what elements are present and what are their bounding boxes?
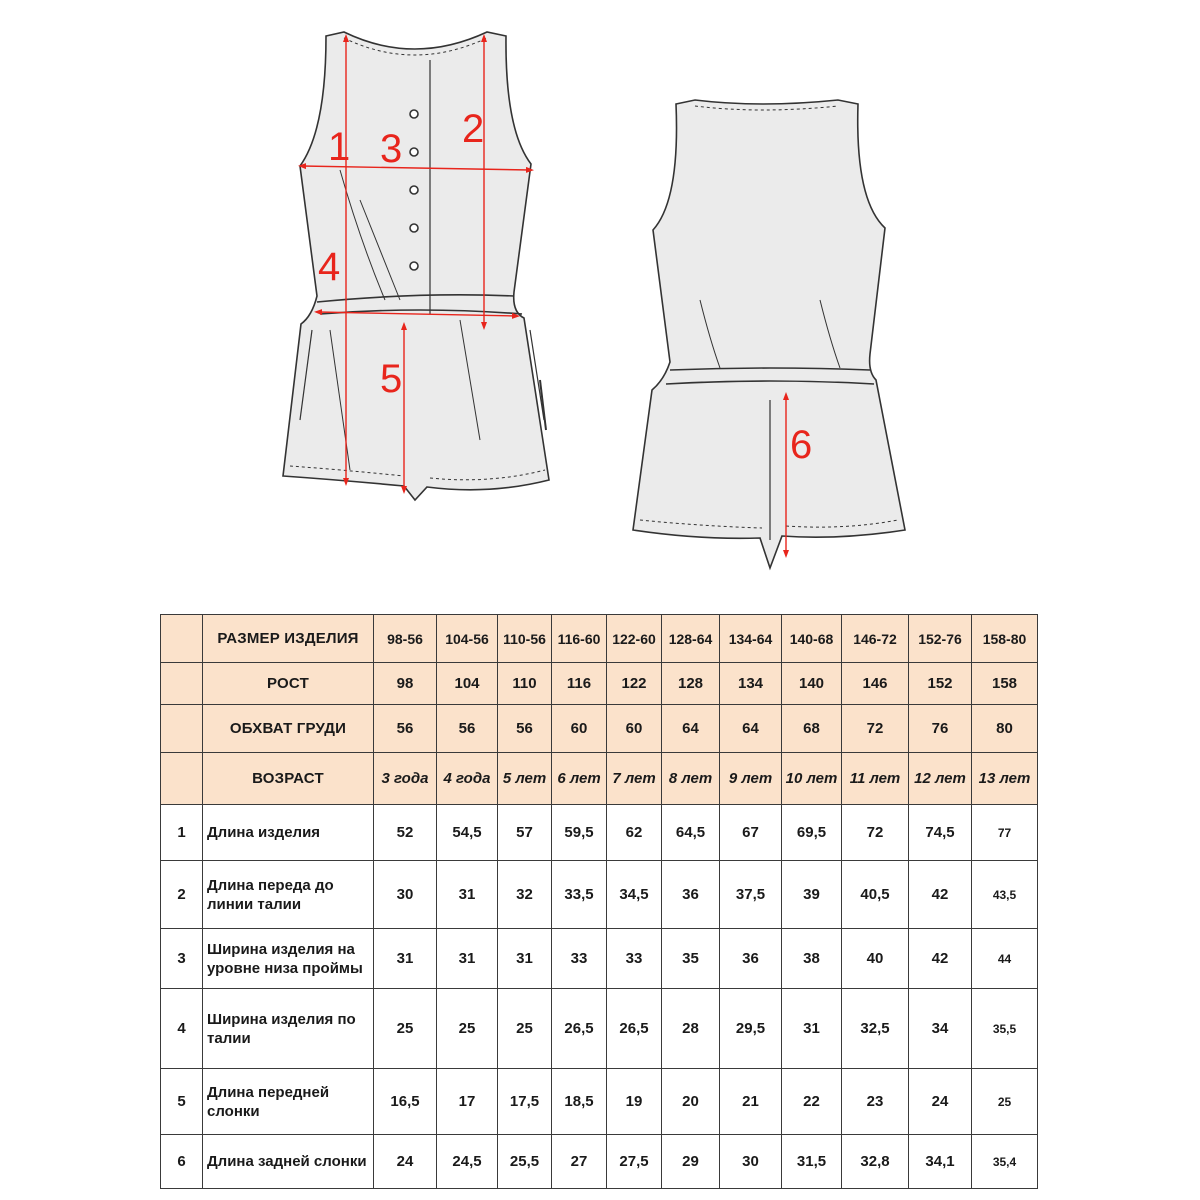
measurement-value-cell: 22 (782, 1069, 842, 1135)
measurement-name: Ширина изделия по талии (203, 989, 374, 1069)
header-value-cell: 3 года (374, 753, 437, 805)
row-number: 1 (161, 805, 203, 861)
header-value-cell: 9 лет (720, 753, 782, 805)
measurement-value-cell: 35,4 (972, 1135, 1038, 1189)
measurement-value-cell: 34,5 (607, 861, 662, 929)
header-value-cell: 8 лет (662, 753, 720, 805)
header-value-cell: 140-68 (782, 615, 842, 663)
measurement-value-cell: 42 (909, 929, 972, 989)
measurement-value-cell: 62 (607, 805, 662, 861)
measurement-value-cell: 31 (437, 929, 498, 989)
measurement-name: Длина передней слонки (203, 1069, 374, 1135)
measurement-value-cell: 43,5 (972, 861, 1038, 929)
measurement-value-cell: 36 (662, 861, 720, 929)
measurement-value-cell: 33,5 (552, 861, 607, 929)
measurement-value-cell: 26,5 (607, 989, 662, 1069)
header-row (161, 753, 1038, 805)
table-row (161, 805, 1038, 861)
measurement-value-cell: 35,5 (972, 989, 1038, 1069)
measurement-value-cell: 25 (437, 989, 498, 1069)
header-corner-cell (161, 705, 203, 753)
measurement-value-cell: 29,5 (720, 989, 782, 1069)
measurement-value-cell: 54,5 (437, 805, 498, 861)
measurement-value-cell: 33 (607, 929, 662, 989)
header-corner-cell (161, 753, 203, 805)
measurement-value-cell: 29 (662, 1135, 720, 1189)
header-value-cell: 158-80 (972, 615, 1038, 663)
header-value-cell: 152-76 (909, 615, 972, 663)
measurement-value-cell: 34,1 (909, 1135, 972, 1189)
measurement-value-cell: 33 (552, 929, 607, 989)
measurement-value-cell: 32 (498, 861, 552, 929)
header-value-cell: 134-64 (720, 615, 782, 663)
measurement-value-cell: 18,5 (552, 1069, 607, 1135)
header-value-cell: 6 лет (552, 753, 607, 805)
marker-5: 5 (380, 357, 403, 401)
measurement-value-cell: 67 (720, 805, 782, 861)
measurement-value-cell: 30 (374, 861, 437, 929)
header-value-cell: 116 (552, 663, 607, 705)
header-value-cell: 134 (720, 663, 782, 705)
measurement-value-cell: 31 (498, 929, 552, 989)
measurement-value-cell: 39 (782, 861, 842, 929)
row-number: 5 (161, 1069, 203, 1135)
measurement-value-cell: 17,5 (498, 1069, 552, 1135)
measurement-value-cell: 26,5 (552, 989, 607, 1069)
header-value-cell: 152 (909, 663, 972, 705)
header-row (161, 615, 1038, 663)
measurement-value-cell: 37,5 (720, 861, 782, 929)
marker-2: 2 (462, 107, 485, 151)
measurement-value-cell: 20 (662, 1069, 720, 1135)
measurement-value-cell: 52 (374, 805, 437, 861)
header-value-cell: 104 (437, 663, 498, 705)
header-corner-cell (161, 663, 203, 705)
measurement-value-cell: 31 (374, 929, 437, 989)
measurement-value-cell: 74,5 (909, 805, 972, 861)
measurement-name: Длина изделия (203, 805, 374, 861)
measurement-value-cell: 28 (662, 989, 720, 1069)
header-row (161, 663, 1038, 705)
measurement-name: Длина переда до линии талии (203, 861, 374, 929)
header-value-cell: 56 (498, 705, 552, 753)
measurement-value-cell: 44 (972, 929, 1038, 989)
measurement-value-cell: 31 (437, 861, 498, 929)
header-value-cell: 110-56 (498, 615, 552, 663)
measurement-value-cell: 64,5 (662, 805, 720, 861)
measurement-value-cell: 69,5 (782, 805, 842, 861)
header-label: РОСТ (203, 663, 374, 705)
back-view (633, 100, 905, 568)
table-row (161, 861, 1038, 929)
marker-4: 4 (318, 245, 341, 289)
row-number: 6 (161, 1135, 203, 1189)
measurement-value-cell: 30 (720, 1135, 782, 1189)
header-value-cell: 76 (909, 705, 972, 753)
measurement-value-cell: 31,5 (782, 1135, 842, 1189)
measurement-value-cell: 40,5 (842, 861, 909, 929)
table-row (161, 989, 1038, 1069)
measurement-value-cell: 38 (782, 929, 842, 989)
table-row (161, 1069, 1038, 1135)
header-value-cell: 5 лет (498, 753, 552, 805)
header-value-cell: 98-56 (374, 615, 437, 663)
header-value-cell: 104-56 (437, 615, 498, 663)
size-chart-table (160, 614, 1038, 1189)
row-number: 2 (161, 861, 203, 929)
measurement-value-cell: 25 (972, 1069, 1038, 1135)
header-value-cell: 122 (607, 663, 662, 705)
header-value-cell: 110 (498, 663, 552, 705)
header-value-cell: 98 (374, 663, 437, 705)
measurement-value-cell: 35 (662, 929, 720, 989)
measurement-value-cell: 31 (782, 989, 842, 1069)
header-value-cell: 11 лет (842, 753, 909, 805)
measurement-value-cell: 24 (909, 1069, 972, 1135)
header-value-cell: 64 (662, 705, 720, 753)
back-romper-outline (633, 100, 905, 568)
row-number: 3 (161, 929, 203, 989)
header-value-cell: 68 (782, 705, 842, 753)
measurement-value-cell: 59,5 (552, 805, 607, 861)
measurement-value-cell: 34 (909, 989, 972, 1069)
measurement-value-cell: 25 (374, 989, 437, 1069)
measurement-value-cell: 32,8 (842, 1135, 909, 1189)
measurement-value-cell: 17 (437, 1069, 498, 1135)
header-label: РАЗМЕР ИЗДЕЛИЯ (203, 615, 374, 663)
header-row (161, 705, 1038, 753)
header-value-cell: 116-60 (552, 615, 607, 663)
measurement-value-cell: 42 (909, 861, 972, 929)
marker-3: 3 (380, 127, 403, 171)
header-value-cell: 64 (720, 705, 782, 753)
header-value-cell: 56 (437, 705, 498, 753)
measurement-value-cell: 25 (498, 989, 552, 1069)
measurement-value-cell: 57 (498, 805, 552, 861)
measurement-value-cell: 23 (842, 1069, 909, 1135)
header-value-cell: 56 (374, 705, 437, 753)
header-value-cell: 122-60 (607, 615, 662, 663)
row-number: 4 (161, 989, 203, 1069)
header-label: ВОЗРАСТ (203, 753, 374, 805)
measurement-value-cell: 19 (607, 1069, 662, 1135)
measurement-name: Ширина изделия на уровне низа проймы (203, 929, 374, 989)
header-value-cell: 7 лет (607, 753, 662, 805)
measurement-value-cell: 27,5 (607, 1135, 662, 1189)
header-value-cell: 60 (552, 705, 607, 753)
measurement-value-cell: 24,5 (437, 1135, 498, 1189)
header-value-cell: 10 лет (782, 753, 842, 805)
measurement-value-cell: 32,5 (842, 989, 909, 1069)
header-value-cell: 60 (607, 705, 662, 753)
measurement-value-cell: 77 (972, 805, 1038, 861)
marker-6: 6 (790, 423, 813, 467)
measurement-value-cell: 36 (720, 929, 782, 989)
measurement-value-cell: 72 (842, 805, 909, 861)
measurement-value-cell: 25,5 (498, 1135, 552, 1189)
header-value-cell: 4 года (437, 753, 498, 805)
header-value-cell: 80 (972, 705, 1038, 753)
header-value-cell: 13 лет (972, 753, 1038, 805)
header-label: ОБХВАТ ГРУДИ (203, 705, 374, 753)
header-corner-cell (161, 615, 203, 663)
header-value-cell: 146-72 (842, 615, 909, 663)
header-value-cell: 128 (662, 663, 720, 705)
header-value-cell: 128-64 (662, 615, 720, 663)
measurement-value-cell: 40 (842, 929, 909, 989)
measurement-name: Длина задней слонки (203, 1135, 374, 1189)
header-value-cell: 72 (842, 705, 909, 753)
header-value-cell: 146 (842, 663, 909, 705)
table-row (161, 929, 1038, 989)
header-value-cell: 158 (972, 663, 1038, 705)
header-value-cell: 12 лет (909, 753, 972, 805)
measurement-value-cell: 24 (374, 1135, 437, 1189)
measurement-value-cell: 21 (720, 1069, 782, 1135)
marker-1: 1 (328, 125, 351, 169)
measurement-value-cell: 27 (552, 1135, 607, 1189)
header-value-cell: 140 (782, 663, 842, 705)
table-row (161, 1135, 1038, 1189)
measurement-value-cell: 16,5 (374, 1069, 437, 1135)
